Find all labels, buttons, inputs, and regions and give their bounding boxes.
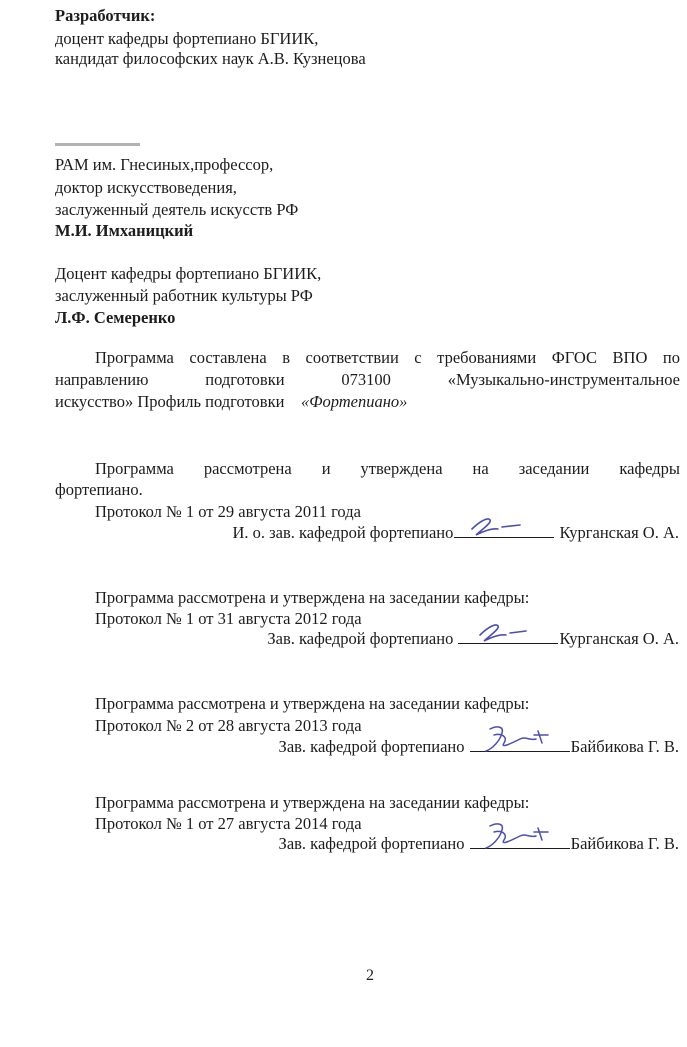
approval4-signature-underline: [470, 834, 570, 849]
reviewer1-line-1: РАМ им. Гнесиных,профессор,: [55, 155, 274, 174]
approval4-line-1: Программа рассмотрена и утверждена на заседании кафедры:: [95, 793, 530, 812]
program-line-2: направлению подготовки 073100 «Музыкально-инструментальное: [55, 370, 680, 389]
approval4-position: Зав. кафедрой фортепиано: [278, 834, 465, 853]
approval2-signature-underline: [458, 629, 558, 644]
reviewer2-line-2: заслуженный работник культуры РФ: [55, 286, 313, 305]
approval3-signature-icon: [474, 721, 564, 755]
approval2-line-1: Программа рассмотрена и утверждена на заседании кафедры:: [95, 588, 530, 607]
developer-line-2: кандидат философских наук А.В. Кузнецова: [55, 49, 366, 68]
reviewer2-name: Л.Ф. Семеренко: [55, 308, 176, 327]
reviewer1-line-3: заслуженный деятель искусств РФ: [55, 200, 299, 219]
approval3-position: Зав. кафедрой фортепиано: [278, 737, 465, 756]
approval3-name: Байбикова Г. В.: [570, 737, 679, 756]
approval4-signature-line: [279, 834, 679, 853]
program-line-1: Программа составлена в соответствии с требованиями ФГОС ВПО по: [95, 348, 680, 367]
approval1-signature-icon: [462, 511, 532, 541]
approval1-protocol: Протокол № 1 от 29 августа 2011 года: [95, 502, 361, 521]
approval2-protocol: Протокол № 1 от 31 августа 2012 года: [95, 609, 362, 628]
approval2-position: Зав. кафедрой фортепиано: [267, 629, 454, 648]
approval3-protocol: Протокол № 2 от 28 августа 2013 года: [95, 716, 362, 735]
reviewer1-name: М.И. Имханицкий: [55, 221, 194, 240]
approval1-signature-underline: [454, 523, 554, 538]
reviewer1-line-2: доктор искусствоведения,: [55, 178, 237, 197]
approval3-signature-line: [279, 737, 679, 756]
approval1-line-1: Программа рассмотрена и утверждена на заседании кафедры: [95, 459, 680, 478]
program-profile-prefix: искусство» Профиль подготовки: [55, 392, 285, 411]
approval4-name: Байбикова Г. В.: [570, 834, 679, 853]
approval4-protocol: Протокол № 1 от 27 августа 2014 года: [95, 814, 362, 833]
approval2-name: Курганская О. А.: [559, 629, 679, 648]
reviewer2-line-1: Доцент кафедры фортепиано БГИИК,: [55, 264, 322, 283]
approval1-line-1b: фортепиано.: [55, 480, 143, 499]
developer-heading: Разработчик:: [55, 6, 156, 25]
developer-line-1: доцент кафедры фортепиано БГИИК,: [55, 29, 319, 48]
page-number: 2: [366, 967, 374, 984]
approval1-name: Курганская О. А.: [559, 523, 679, 542]
approval3-line-1: Программа рассмотрена и утверждена на заседании кафедры:: [95, 694, 530, 713]
approval2-signature-line: [267, 629, 679, 648]
approval3-signature-underline: [470, 737, 570, 752]
approval1-signature-line: [232, 523, 679, 542]
program-line-3: [55, 392, 407, 411]
program-profile: «Фортепиано»: [300, 392, 408, 411]
approval1-position: И. о. зав. кафедрой фортепиано: [232, 523, 454, 542]
approval2-signature-icon: [466, 617, 536, 647]
approval4-signature-icon: [474, 818, 564, 852]
cropped-heading-remnant: [55, 140, 140, 146]
